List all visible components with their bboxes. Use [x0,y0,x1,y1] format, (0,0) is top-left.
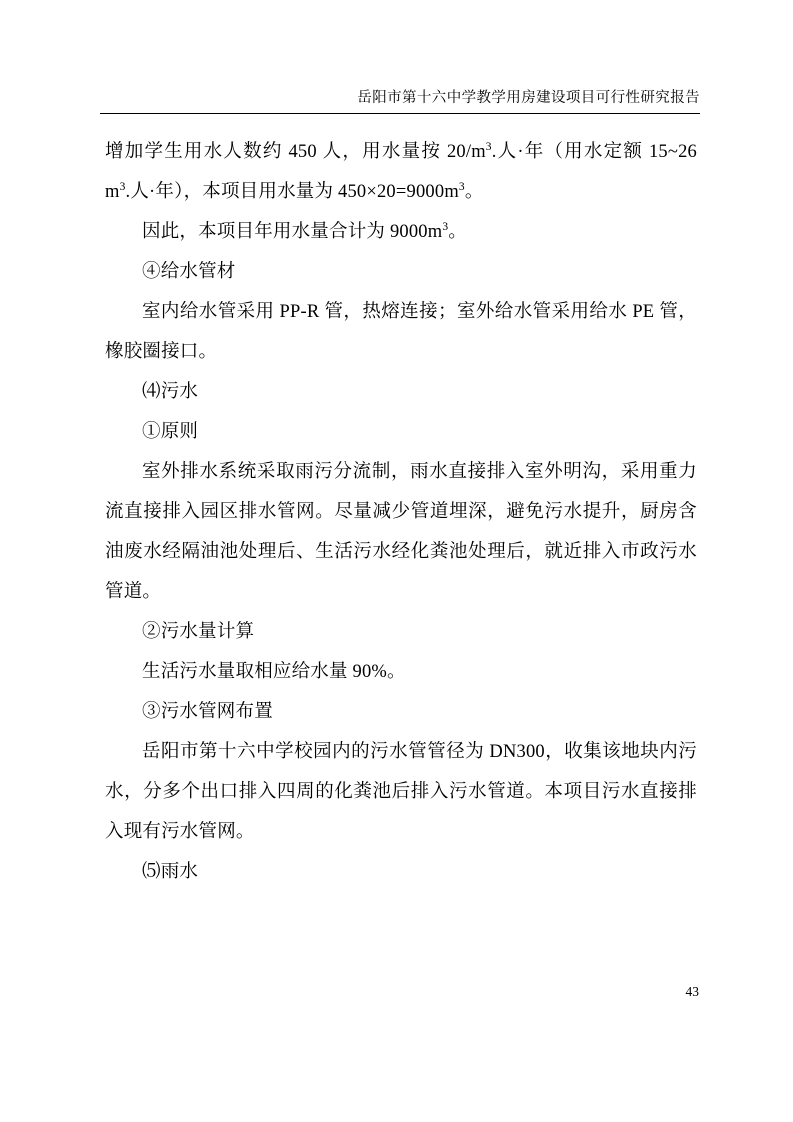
para-water-increase: 增加学生用水人数约 450 人，用水量按 $20/m^3$.人·年（用水定额 15~26 $m^3$.人·年），本项目用水量为 $450\times 20=9000m^3$。 [105,140,697,202]
heading-sewage: ⑷污水 [142,382,199,402]
header-title: 岳阳市第十六中学教学用房建设项目可行性研究报告 [357,90,700,106]
heading-sewage-principle: ①原则 [142,422,199,442]
heading-sewage-calculation: ②污水量计算 [142,622,255,642]
para-sewage-network-detail: 岳阳市第十六中学校园内的污水管管径为 DN300，收集该地块内污水，分多个出口排入四周的化粪池后排入污水管道。本项目污水直接排入现有污水管网。 [105,742,697,842]
heading-sewage-network-layout: ③污水管网布置 [142,702,273,722]
header-divider [100,113,700,114]
page-number: 43 [685,984,699,999]
para-sewage-calculation-detail: 生活污水量取相应给水量 90%。 [142,662,406,682]
heading-rainwater: ⑸雨水 [142,862,199,882]
page-header [100,88,700,108]
heading-water-supply-pipe-material: ④给水管材 [142,262,236,282]
document-body [105,132,697,892]
para-sewage-principle-detail: 室外排水系统采取雨污分流制，雨水直接排入室外明沟，采用重力流直接排入园区排水管网。尽量减少管道埋深，避免污水提升，厨房含油废水经隔油池处理后、生活污水经化粪池处理后，就近排入市政污水管道。 [105,462,697,602]
para-annual-total: 因此，本项目年用水量合计为 $9000m^3$。 [142,220,467,242]
para-pipe-material-detail: 室内给水管采用 PP-R 管，热熔连接；室外给水管采用给水 PE 管，橡胶圈接口。 [105,302,697,362]
